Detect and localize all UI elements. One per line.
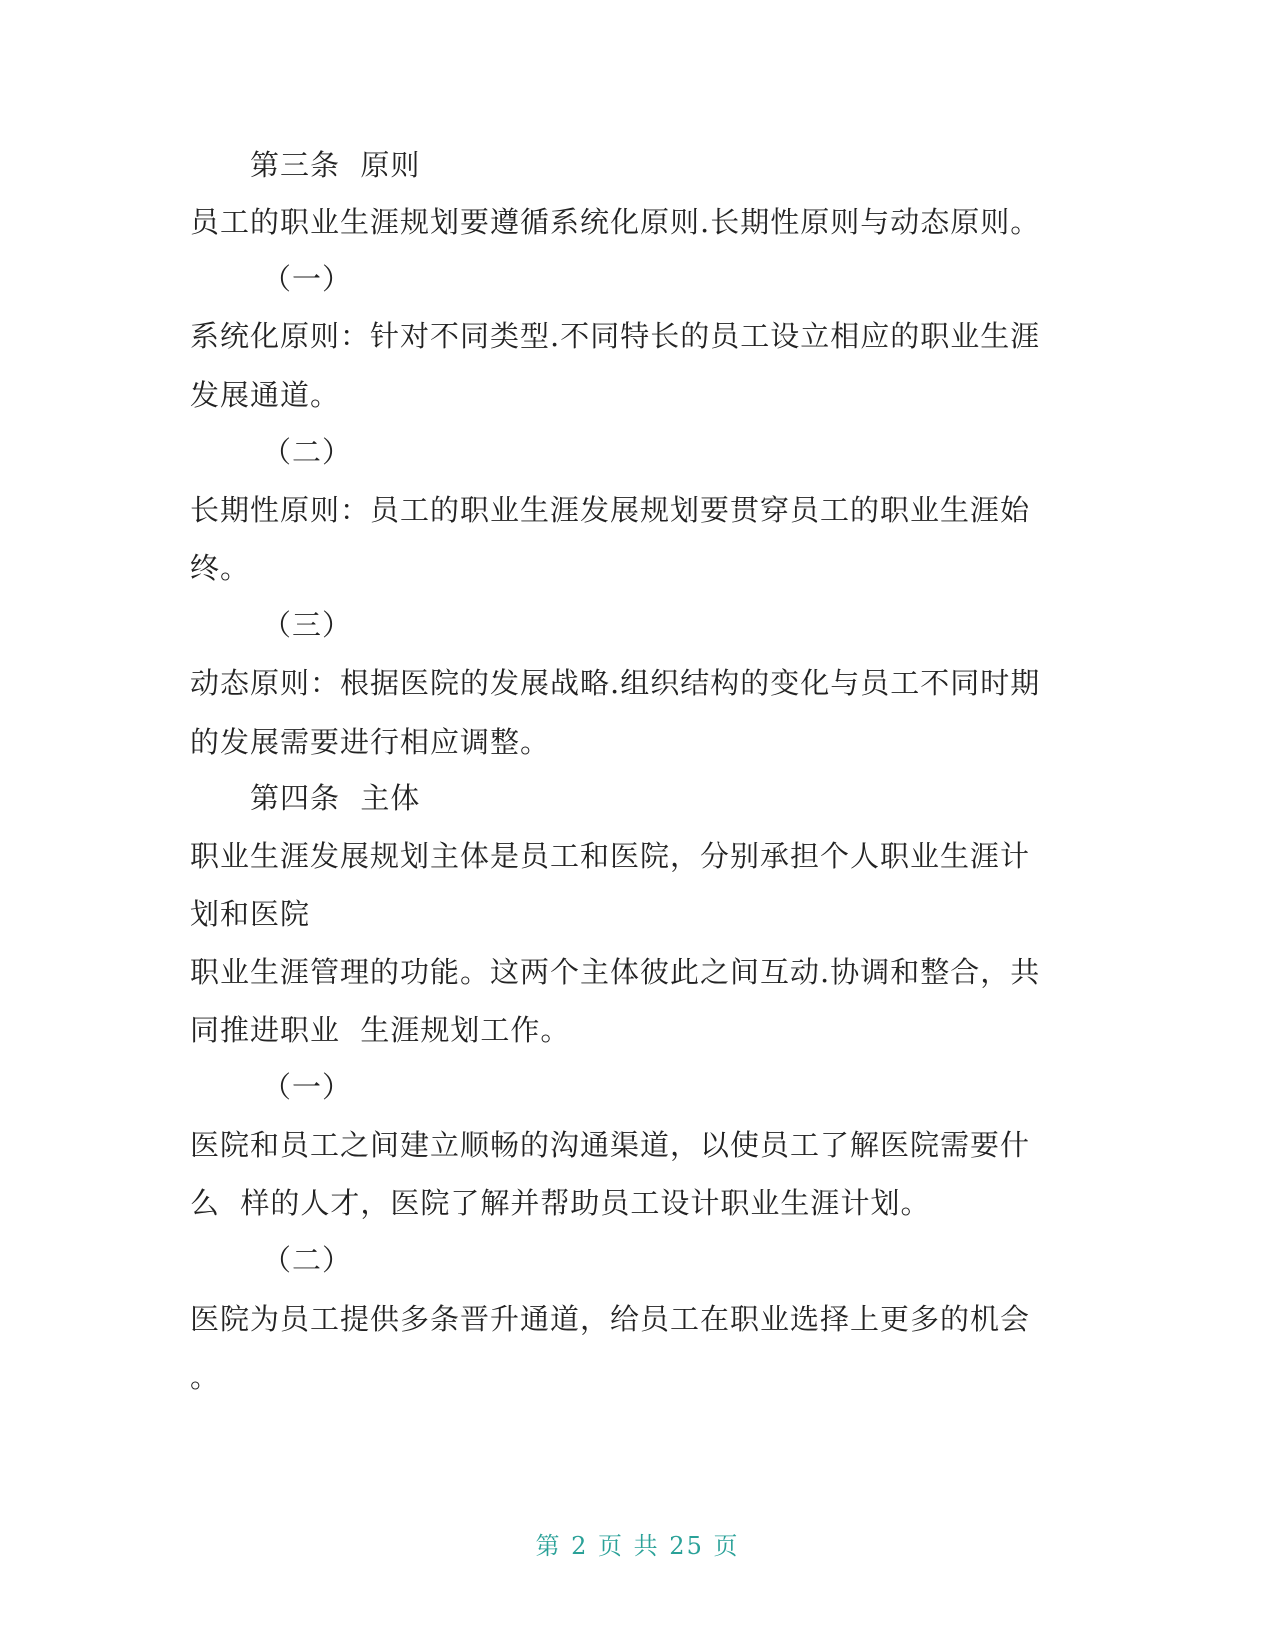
text-line: 么 样的人才，医院了解并帮助员工设计职业生涯计划。: [190, 1186, 931, 1220]
page-number-footer: 第 2 页 共 25 页: [535, 1532, 740, 1560]
list-marker: （一）: [262, 262, 353, 296]
list-marker: （一）: [262, 1070, 353, 1104]
text-line: 医院为员工提供多条晋升通道，给员工在职业选择上更多的机会: [190, 1302, 1031, 1336]
text-line: 终。: [190, 551, 251, 585]
text-line: 。: [190, 1360, 221, 1394]
list-marker: （二）: [262, 1243, 353, 1277]
text-line: 职业生涯发展规划主体是员工和医院，分别承担个人职业生涯计: [190, 839, 1031, 873]
text-line: 系统化原则：针对不同类型.不同特长的员工设立相应的职业生涯: [190, 319, 1041, 353]
text-line: 职业生涯管理的功能。这两个主体彼此之间互动.协调和整合，共: [190, 955, 1041, 989]
article-3-heading: 第三条 原则: [250, 148, 421, 182]
text-line: 的发展需要进行相应调整。: [190, 725, 551, 759]
list-marker: （三）: [262, 608, 353, 642]
text-line: 动态原则：根据医院的发展战略.组织结构的变化与员工不同时期: [190, 666, 1041, 700]
list-marker: （二）: [262, 435, 353, 469]
text-line: 医院和员工之间建立顺畅的沟通渠道，以使员工了解医院需要什: [190, 1128, 1031, 1162]
text-line: 同推进职业 生涯规划工作。: [190, 1013, 571, 1047]
text-line: 员工的职业生涯规划要遵循系统化原则.长期性原则与动态原则。: [190, 205, 1041, 239]
text-line: 发展通道。: [190, 378, 341, 412]
text-line: 长期性原则：员工的职业生涯发展规划要贯穿员工的职业生涯始: [190, 493, 1031, 527]
text-line: 划和医院: [190, 897, 311, 931]
article-4-heading: 第四条 主体: [250, 781, 421, 815]
